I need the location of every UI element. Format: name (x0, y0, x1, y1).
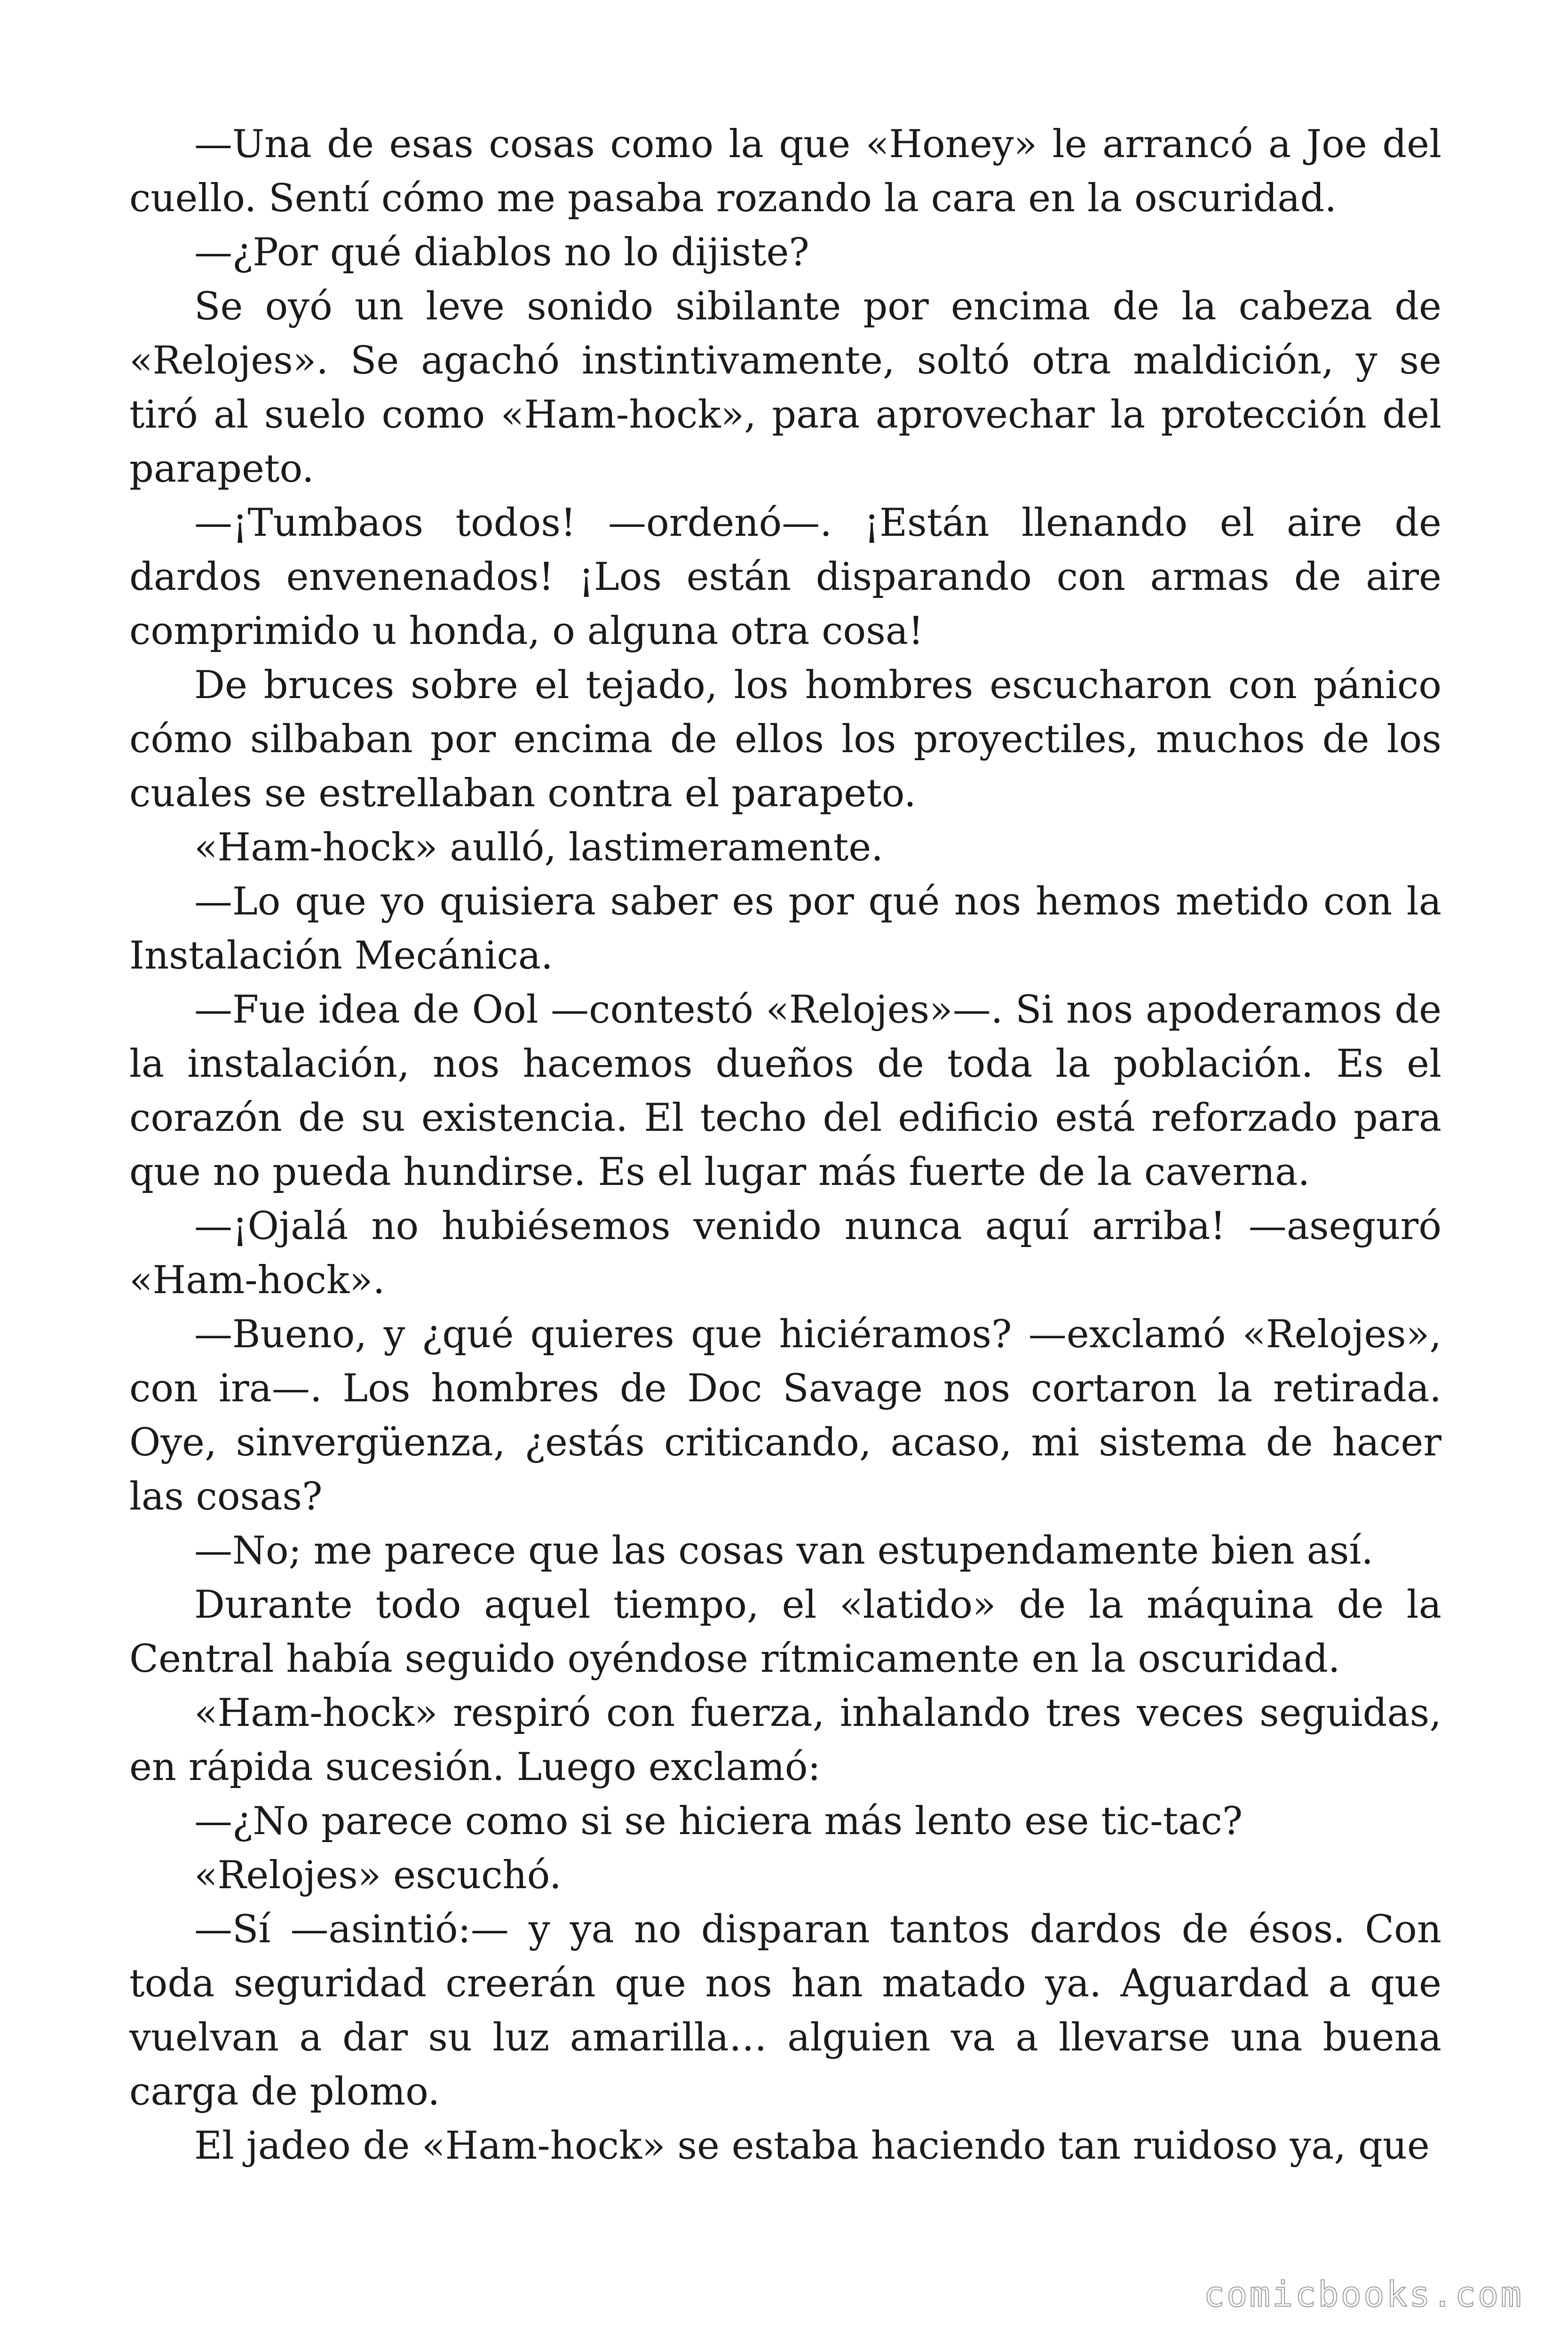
paragraph: —¿Por qué diablos no lo dijiste? (194, 230, 809, 275)
paragraph: «Ham-hock» respiró con fuerza, inhalando tres veces seguidas, en rápida sucesión. Luego exclamó: (129, 1691, 1441, 1789)
paragraph: Se oyó un leve sonido sibilante por encima de la cabeza de «Relojes». Se agachó instintivamente, soltó otra maldición, y se tiró al suelo como «Ham-hock», para aprovechar la protección del parapeto. (129, 285, 1441, 491)
paragraph: —Lo que yo quisiera saber es por qué nos hemos metido con la Instalación Mecánica. (129, 880, 1441, 978)
paragraph: De bruces sobre el tejado, los hombres escucharon con pánico cómo silbaban por encima de ellos los proyectiles, muchos de los cuales se estrellaban contra el parapeto. (129, 663, 1441, 816)
paragraph: Durante todo aquel tiempo, el «latido» de la máquina de la Central había seguido oyéndose rítmicamente en la oscuridad. (129, 1583, 1441, 1681)
paragraph: «Relojes» escuchó. (194, 1853, 562, 1898)
paragraph: —Bueno, y ¿qué quieres que hiciéramos? —exclamó «Relojes», con ira—. Los hombres de Doc Savage nos cortaron la retirada. Oye, sinvergüenza, ¿estás criticando, acaso, mi sistema de hacer las cosas? (129, 1312, 1441, 1519)
body-text (129, 118, 1441, 2173)
watermark: comicbooks.com (1204, 2274, 1523, 2315)
paragraph: —No; me parece que las cosas van estupendamente bien así. (194, 1529, 1374, 1573)
paragraph: —¡Ojalá no hubiésemos venido nunca aquí arriba! —aseguró «Ham-hock». (129, 1204, 1441, 1303)
paragraph: —Fue idea de Ool —contestó «Relojes»—. Si nos apoderamos de la instalación, nos hacemos dueños de toda la población. Es el corazón de su existencia. El techo del edificio está reforzado para que no pueda hundirse. Es el lugar más fuerte de la caverna. (129, 988, 1441, 1194)
paragraph: —Sí —asintió:— y ya no disparan tantos dardos de ésos. Con toda seguridad creerán que nos han matado ya. Aguardad a que vuelvan a dar su luz amarilla… alguien va a llevarse una buena carga de plomo. (129, 1907, 1441, 2114)
paragraph: «Ham-hock» aulló, lastimeramente. (194, 826, 884, 870)
paragraph: El jadeo de «Ham-hock» se estaba haciendo tan ruidoso ya, que (194, 2124, 1430, 2168)
paragraph: —¡Tumbaos todos! —ordenó—. ¡Están llenando el aire de dardos envenenados! ¡Los están disparando con armas de aire comprimido u honda, o alguna otra cosa! (129, 501, 1441, 653)
paragraph: —Una de esas cosas como la que «Honey» le arrancó a Joe del cuello. Sentí cómo me pasaba rozando la cara en la oscuridad. (129, 122, 1441, 221)
paragraph: —¿No parece como si se hiciera más lento ese tic-tac? (194, 1799, 1243, 1843)
